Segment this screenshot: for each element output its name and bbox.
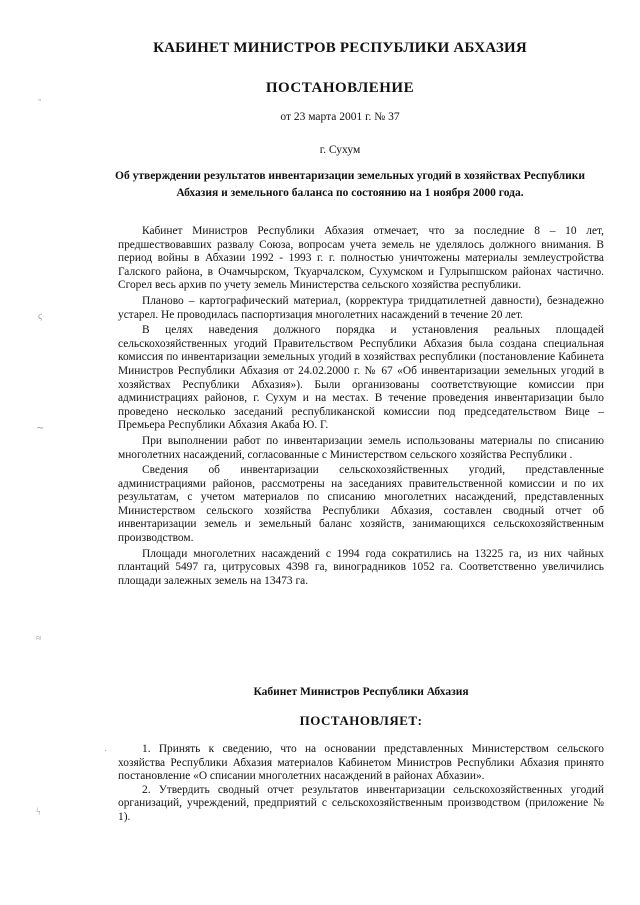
- scan-mark: ≈: [36, 633, 42, 644]
- scan-mark: ϟ: [36, 807, 41, 818]
- scan-mark: ϛ: [38, 311, 43, 322]
- body-paragraph: Кабинет Министров Республики Абхазия отмечает, что за последние 8 – 10 лет, предшествовавших развалу Союза, вопросам учета земель не уделялось должного внимания. В период войны в Абхазии 1992 - 1993 г. г. полностью уничтожены материалы землеустройства Галского района, в Очамчырском, Ткуарчалском, Сухумском и Гулрыпшском районах частично. Сгорел весь архив по учету земель Министерства сельского хозяйства республики.: [118, 225, 604, 292]
- resolves-heading: ПОСТАНОВЛЯЕТ:: [299, 713, 423, 728]
- document-subject: Об утверждении результатов инвентаризации земельных угодий в хозяйствах Республики Абхазия и земельного баланса по состоянию на 1 ноября 2000 года.: [115, 170, 585, 199]
- cabinet-heading: Кабинет Министров Республики Абхазия: [253, 686, 469, 698]
- resolution-item: 2. Утвердить сводный отчет результатов инвентаризации сельскохозяйственных угодий организаций, учреждений, предприятий с сельскохозяйственным производством (приложение № 1).: [118, 783, 604, 823]
- document-city: г. Сухум: [319, 144, 361, 156]
- resolution-item: 1. Принять к сведению, что на основании представленных Министерством сельского хозяйства Республики Абхазия материалов Кабинетом Министров Республики Абхазия принято постановление «О списании многолетних насаждений в районах Абхазии».: [118, 743, 604, 783]
- document-body: [118, 225, 604, 588]
- document-date-number: от 23 марта 2001 г. № 37: [280, 111, 400, 123]
- body-paragraph: Планово – картографический материал, (корректура тридцатилетней давности), безнадежно устарел. Не проводилась паспортизация многолетних насаждений в течение 20 лет.: [118, 294, 604, 321]
- resolutions-list: [118, 743, 604, 825]
- scan-mark: ∼: [36, 423, 45, 434]
- body-paragraph: Сведения об инвентаризации сельскохозяйственных угодий, представленные администрациями районов, рассмотрены на заседаниях правительственной комиссии и по их результатам, с учетом материалов по списанию многолетних насаждений, представленных Министерством сельского хозяйства Республики Абхазия, составлен сводный отчет об инвентаризации земель и земельный баланс хозяйств, занимающихся сельскохозяйственным производством.: [118, 464, 604, 545]
- scan-mark: ·: [104, 746, 108, 757]
- document-title: КАБИНЕТ МИНИСТРОВ РЕСПУБЛИКИ АБХАЗИЯ: [153, 40, 527, 56]
- body-paragraph: Площади многолетних насаждений с 1994 года сократились на 13225 га, из них чайных плантаций 5497 га, цитрусовых 4398 га, виноградников 1052 га. Соответственно увеличились площади залежных земель на 13473 га.: [118, 547, 604, 587]
- scan-mark: ◦: [38, 95, 42, 106]
- body-paragraph: При выполнении работ по инвентаризации земель использованы материалы по списанию многолетних насаждений, согласованные с Министерством сельского хозяйства Республики .: [118, 434, 604, 461]
- body-paragraph: В целях наведения должного порядка и установления реальных площадей сельскохозяйственных угодий Правительством Республики Абхазия была создана специальная комиссия по инвентаризации земельных угодий в хозяйствах республики (постановление Кабинета Министров Республики Абхазия от 24.02.2000 г. № 67 «Об инвентаризации земельных угодий в хозяйствах Республики Абхазия»). Были организованы соответствующие комиссии при администрациях районов, г. Сухум и на местах. В течение проведения инвентаризации было проведено несколько заседаний республиканской комиссии под председательством Вице – Премьера Республики Абхазия Акаба Ю. Г.: [118, 324, 604, 432]
- document-type: ПОСТАНОВЛЕНИЕ: [265, 80, 415, 96]
